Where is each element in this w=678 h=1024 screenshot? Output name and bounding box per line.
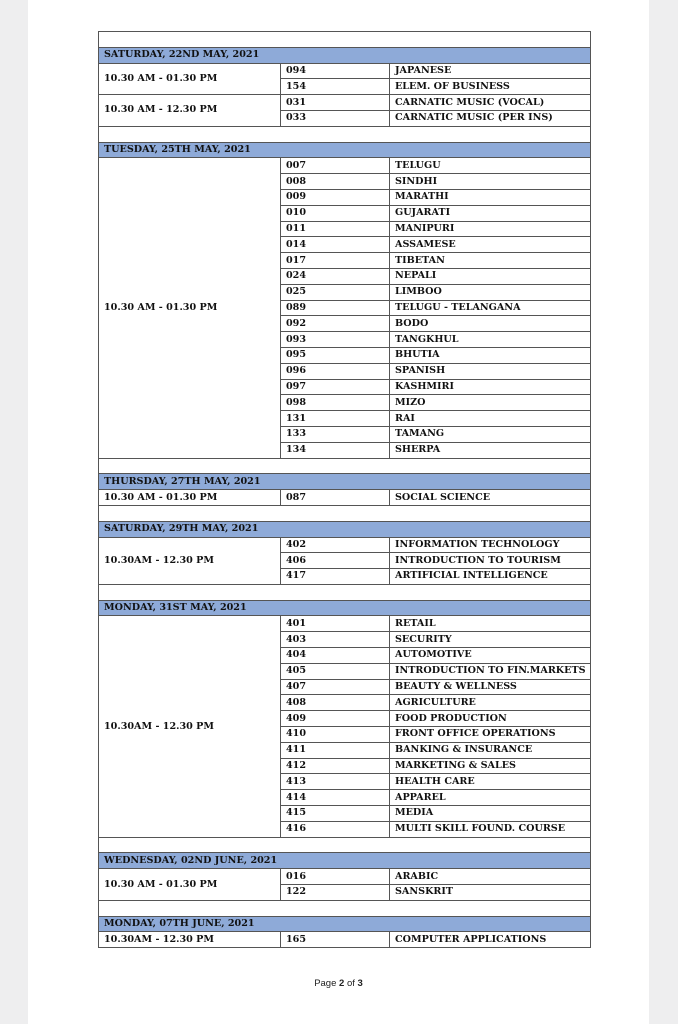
subject-name-cell: FOOD PRODUCTION: [390, 711, 591, 727]
subject-name-cell: AGRICULTURE: [390, 695, 591, 711]
subject-name-cell: SINDHI: [390, 174, 591, 190]
spacer-row: [99, 126, 591, 142]
subject-code-cell: 411: [281, 742, 390, 758]
subject-code-cell: 415: [281, 806, 390, 822]
subject-name-cell: RETAIL: [390, 616, 591, 632]
subject-code-cell: 402: [281, 537, 390, 553]
subject-name-cell: CARNATIC MUSIC (PER INS): [390, 110, 591, 126]
subject-code-cell: 134: [281, 442, 390, 458]
spacer-row: [99, 458, 591, 474]
spacer-cell: [99, 458, 591, 474]
subject-name-cell: MEDIA: [390, 806, 591, 822]
date-header: MONDAY, 31ST MAY, 2021: [99, 600, 591, 616]
subject-name-cell: FRONT OFFICE OPERATIONS: [390, 727, 591, 743]
subject-code-cell: 403: [281, 632, 390, 648]
date-header: TUESDAY, 25TH MAY, 2021: [99, 142, 591, 158]
spacer-cell: [99, 900, 591, 916]
spacer-cell: [99, 32, 591, 48]
subject-name-cell: NEPALI: [390, 268, 591, 284]
table-row: [99, 537, 591, 553]
date-header-row: [99, 474, 591, 490]
subject-code-cell: 087: [281, 490, 390, 506]
subject-name-cell: KASHMIRI: [390, 379, 591, 395]
subject-code-cell: 409: [281, 711, 390, 727]
subject-name-cell: CARNATIC MUSIC (VOCAL): [390, 95, 591, 111]
table-row: [99, 932, 591, 948]
spacer-cell: [99, 584, 591, 600]
date-header-row: [99, 600, 591, 616]
subject-code-cell: 410: [281, 727, 390, 743]
subject-code-cell: 016: [281, 869, 390, 885]
subject-name-cell: ARTIFICIAL INTELLIGENCE: [390, 569, 591, 585]
exam-schedule-table: [98, 31, 591, 948]
date-header: THURSDAY, 27TH MAY, 2021: [99, 474, 591, 490]
subject-name-cell: ELEM. OF BUSINESS: [390, 79, 591, 95]
date-header-row: [99, 521, 591, 537]
date-header: SATURDAY, 29TH MAY, 2021: [99, 521, 591, 537]
time-cell: 10.30AM - 12.30 PM: [99, 537, 281, 584]
page-footer: [28, 978, 649, 989]
subject-name-cell: TIBETAN: [390, 253, 591, 269]
time-cell: 10.30AM - 12.30 PM: [99, 616, 281, 837]
subject-name-cell: SPANISH: [390, 363, 591, 379]
subject-name-cell: COMPUTER APPLICATIONS: [390, 932, 591, 948]
subject-code-cell: 009: [281, 189, 390, 205]
spacer-row: [99, 584, 591, 600]
subject-name-cell: INTRODUCTION TO TOURISM: [390, 553, 591, 569]
subject-code-cell: 033: [281, 110, 390, 126]
date-header-row: [99, 916, 591, 932]
subject-code-cell: 412: [281, 758, 390, 774]
subject-code-cell: 133: [281, 426, 390, 442]
subject-code-cell: 010: [281, 205, 390, 221]
subject-code-cell: 094: [281, 63, 390, 79]
table-row: [99, 616, 591, 632]
subject-name-cell: TANGKHUL: [390, 332, 591, 348]
subject-code-cell: 401: [281, 616, 390, 632]
table-row: [99, 95, 591, 111]
subject-code-cell: 031: [281, 95, 390, 111]
subject-code-cell: 095: [281, 347, 390, 363]
subject-name-cell: TELUGU: [390, 158, 591, 174]
subject-name-cell: SOCIAL SCIENCE: [390, 490, 591, 506]
date-header-row: [99, 853, 591, 869]
subject-name-cell: GUJARATI: [390, 205, 591, 221]
spacer-cell: [99, 126, 591, 142]
subject-name-cell: SANSKRIT: [390, 885, 591, 901]
subject-name-cell: AUTOMOTIVE: [390, 648, 591, 664]
time-cell: 10.30AM - 12.30 PM: [99, 932, 281, 948]
spacer-row: [99, 837, 591, 853]
subject-name-cell: BEAUTY & WELLNESS: [390, 679, 591, 695]
subject-name-cell: SECURITY: [390, 632, 591, 648]
subject-code-cell: 007: [281, 158, 390, 174]
subject-name-cell: HEALTH CARE: [390, 774, 591, 790]
subject-code-cell: 014: [281, 237, 390, 253]
subject-code-cell: 131: [281, 411, 390, 427]
time-cell: 10.30 AM - 12.30 PM: [99, 95, 281, 127]
subject-code-cell: 008: [281, 174, 390, 190]
subject-name-cell: BHUTIA: [390, 347, 591, 363]
date-header-row: [99, 142, 591, 158]
subject-code-cell: 154: [281, 79, 390, 95]
subject-name-cell: INTRODUCTION TO FIN.MARKETS: [390, 663, 591, 679]
subject-name-cell: RAI: [390, 411, 591, 427]
table-row: [99, 869, 591, 885]
subject-name-cell: MARKETING & SALES: [390, 758, 591, 774]
time-cell: 10.30 AM - 01.30 PM: [99, 869, 281, 901]
subject-name-cell: TELUGU - TELANGANA: [390, 300, 591, 316]
footer-current-page: 2: [339, 978, 345, 989]
subject-code-cell: 097: [281, 379, 390, 395]
footer-total-pages: 3: [357, 978, 363, 989]
subject-code-cell: 025: [281, 284, 390, 300]
subject-code-cell: 122: [281, 885, 390, 901]
subject-code-cell: 407: [281, 679, 390, 695]
subject-code-cell: 413: [281, 774, 390, 790]
table-row: [99, 63, 591, 79]
subject-name-cell: JAPANESE: [390, 63, 591, 79]
subject-code-cell: 089: [281, 300, 390, 316]
subject-name-cell: ARABIC: [390, 869, 591, 885]
subject-code-cell: 093: [281, 332, 390, 348]
subject-code-cell: 406: [281, 553, 390, 569]
subject-code-cell: 165: [281, 932, 390, 948]
subject-code-cell: 414: [281, 790, 390, 806]
document-page: [28, 0, 649, 1024]
subject-code-cell: 416: [281, 821, 390, 837]
table-row: [99, 158, 591, 174]
subject-name-cell: INFORMATION TECHNOLOGY: [390, 537, 591, 553]
subject-code-cell: 405: [281, 663, 390, 679]
date-header: SATURDAY, 22ND MAY, 2021: [99, 47, 591, 63]
date-header: MONDAY, 07TH JUNE, 2021: [99, 916, 591, 932]
subject-code-cell: 417: [281, 569, 390, 585]
time-cell: 10.30 AM - 01.30 PM: [99, 158, 281, 458]
subject-code-cell: 404: [281, 648, 390, 664]
table-row: [99, 490, 591, 506]
subject-name-cell: ASSAMESE: [390, 237, 591, 253]
subject-name-cell: MIZO: [390, 395, 591, 411]
time-cell: 10.30 AM - 01.30 PM: [99, 490, 281, 506]
subject-name-cell: LIMBOO: [390, 284, 591, 300]
footer-prefix: Page: [314, 978, 340, 989]
subject-code-cell: 011: [281, 221, 390, 237]
date-header: WEDNESDAY, 02ND JUNE, 2021: [99, 853, 591, 869]
subject-name-cell: APPAREL: [390, 790, 591, 806]
subject-code-cell: 017: [281, 253, 390, 269]
spacer-cell: [99, 505, 591, 521]
subject-code-cell: 096: [281, 363, 390, 379]
subject-code-cell: 024: [281, 268, 390, 284]
subject-name-cell: MULTI SKILL FOUND. COURSE: [390, 821, 591, 837]
subject-name-cell: SHERPA: [390, 442, 591, 458]
footer-middle: of: [344, 978, 358, 989]
subject-name-cell: MANIPURI: [390, 221, 591, 237]
date-header-row: [99, 47, 591, 63]
spacer-row: [99, 505, 591, 521]
subject-name-cell: BANKING & INSURANCE: [390, 742, 591, 758]
subject-code-cell: 092: [281, 316, 390, 332]
subject-code-cell: 408: [281, 695, 390, 711]
subject-code-cell: 098: [281, 395, 390, 411]
subject-name-cell: BODO: [390, 316, 591, 332]
spacer-row: [99, 900, 591, 916]
spacer-row: [99, 32, 591, 48]
schedule-body: [99, 32, 591, 948]
time-cell: 10.30 AM - 01.30 PM: [99, 63, 281, 95]
subject-name-cell: MARATHI: [390, 189, 591, 205]
subject-name-cell: TAMANG: [390, 426, 591, 442]
spacer-cell: [99, 837, 591, 853]
